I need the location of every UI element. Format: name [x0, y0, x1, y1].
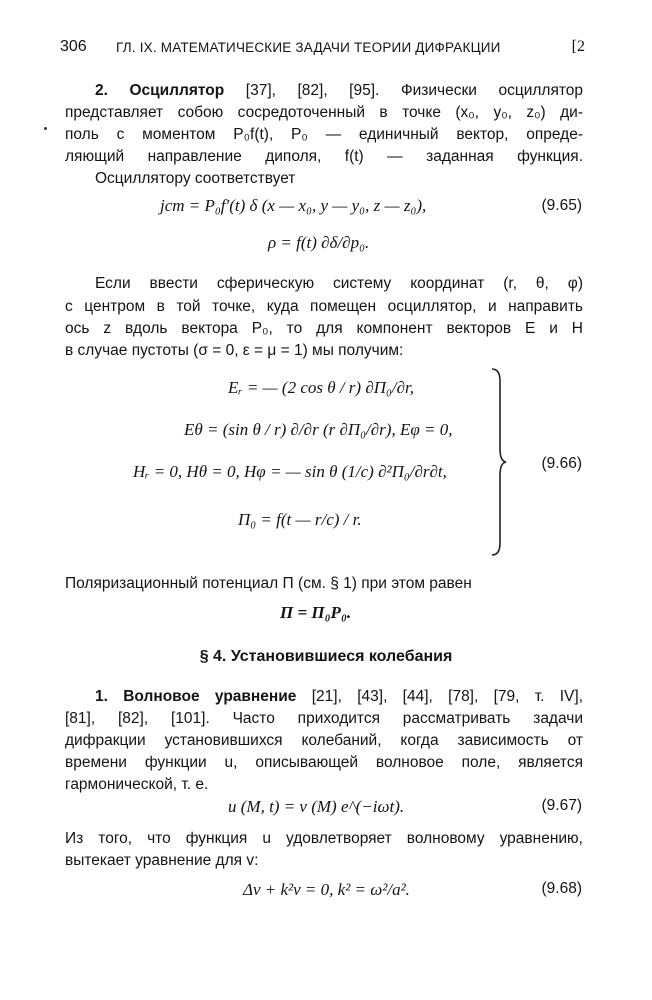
wave-heading: 1. Волновое уравнение [95, 688, 297, 705]
equation-number-9-68: (9.68) [541, 880, 582, 897]
wave-refs: [21], [43], [44], [78], [79, т. IV], [311, 688, 584, 705]
equation-9-65-density: ρ = f(t) ∂δ/∂p₀. [268, 233, 370, 252]
page-number: 306 [60, 38, 87, 55]
after-967-line-1: Из того, что функция u удовлетворяет волновому уравнению, [65, 830, 583, 847]
wave-line-5: гармонической, т. е. [65, 776, 209, 793]
oscillator-line-5: Осциллятору соответствует [95, 170, 296, 187]
margin-dot [44, 127, 47, 130]
running-title: ГЛ. IX. МАТЕМАТИЧЕСКИЕ ЗАДАЧИ ТЕОРИИ ДИФРАКЦИИ [116, 40, 501, 55]
equation-number-9-66: (9.66) [541, 455, 582, 472]
spherical-line-3: ось z вдоль вектора P₀, то для компонент векторов E и H [65, 320, 583, 337]
equation-9-65-current: jст = P₀f′(t) δ (x — x₀, y — y₀, z — z₀), [160, 196, 427, 215]
equation-9-67: u (M, t) = v (M) e^(−iωt). [228, 797, 405, 816]
oscillator-line-1 [95, 80, 583, 102]
section-4-heading: § 4. Установившиеся колебания [199, 648, 453, 665]
oscillator-line-2: представляет собою сосредоточенный в точке (x₀, y₀, z₀) ди- [65, 104, 583, 121]
equation-9-66-er: Eᵣ = — (2 cos θ / r) ∂Π₀/∂r, [228, 378, 415, 397]
equation-9-66-h: Hᵣ = 0, Hθ = 0, Hφ = — sin θ (1/c) ∂²Π₀/∂r∂t, [133, 462, 447, 481]
wave-line-3: дифракции установившихся колебаний, когда зависимость от [65, 732, 583, 749]
oscillator-heading: 2. Осциллятор [95, 82, 225, 99]
polarization-equation: Π = Π₀P₀. [280, 603, 352, 622]
spherical-line-2: с центром в той точке, куда помещен осциллятор, и направить [65, 298, 583, 315]
equation-number-9-65: (9.65) [541, 197, 582, 214]
equation-9-68: Δv + k²v = 0, k² = ω²/a². [243, 880, 410, 899]
wave-line-2: [81], [82], [101]. Часто приходится рассматривать задачи [65, 710, 583, 727]
oscillator-refs: [37], [82], [95]. Физически осциллятор [245, 82, 583, 99]
spherical-line-4: в случае пустоты (σ = 0, ε = μ = 1) мы получим: [65, 342, 404, 359]
running-header [60, 38, 585, 60]
section-marker: [2 [571, 38, 585, 55]
equation-9-66-etheta: Eθ = (sin θ / r) ∂/∂r (r ∂Π₀/∂r), Eφ = 0, [184, 420, 453, 439]
oscillator-line-4: ляющий направление диполя, f(t) — заданная функция. [65, 148, 583, 165]
equation-9-66-pi: Π₀ = f(t — r/c) / r. [238, 510, 362, 529]
equation-system-brace [488, 367, 508, 557]
oscillator-line-3: поль с моментом P₀f(t), P₀ — единичный вектор, опреде- [65, 126, 583, 143]
wave-line-4: времени функции u, описывающей волновое поле, является [65, 754, 583, 771]
wave-line-1 [95, 686, 583, 708]
after-967-line-2: вытекает уравнение для v: [65, 852, 259, 869]
equation-number-9-67: (9.67) [541, 797, 582, 814]
spherical-line-1: Если ввести сферическую систему координат (r, θ, φ) [95, 275, 583, 292]
polarization-line: Поляризационный потенциал Π (см. § 1) при этом равен [65, 575, 472, 592]
